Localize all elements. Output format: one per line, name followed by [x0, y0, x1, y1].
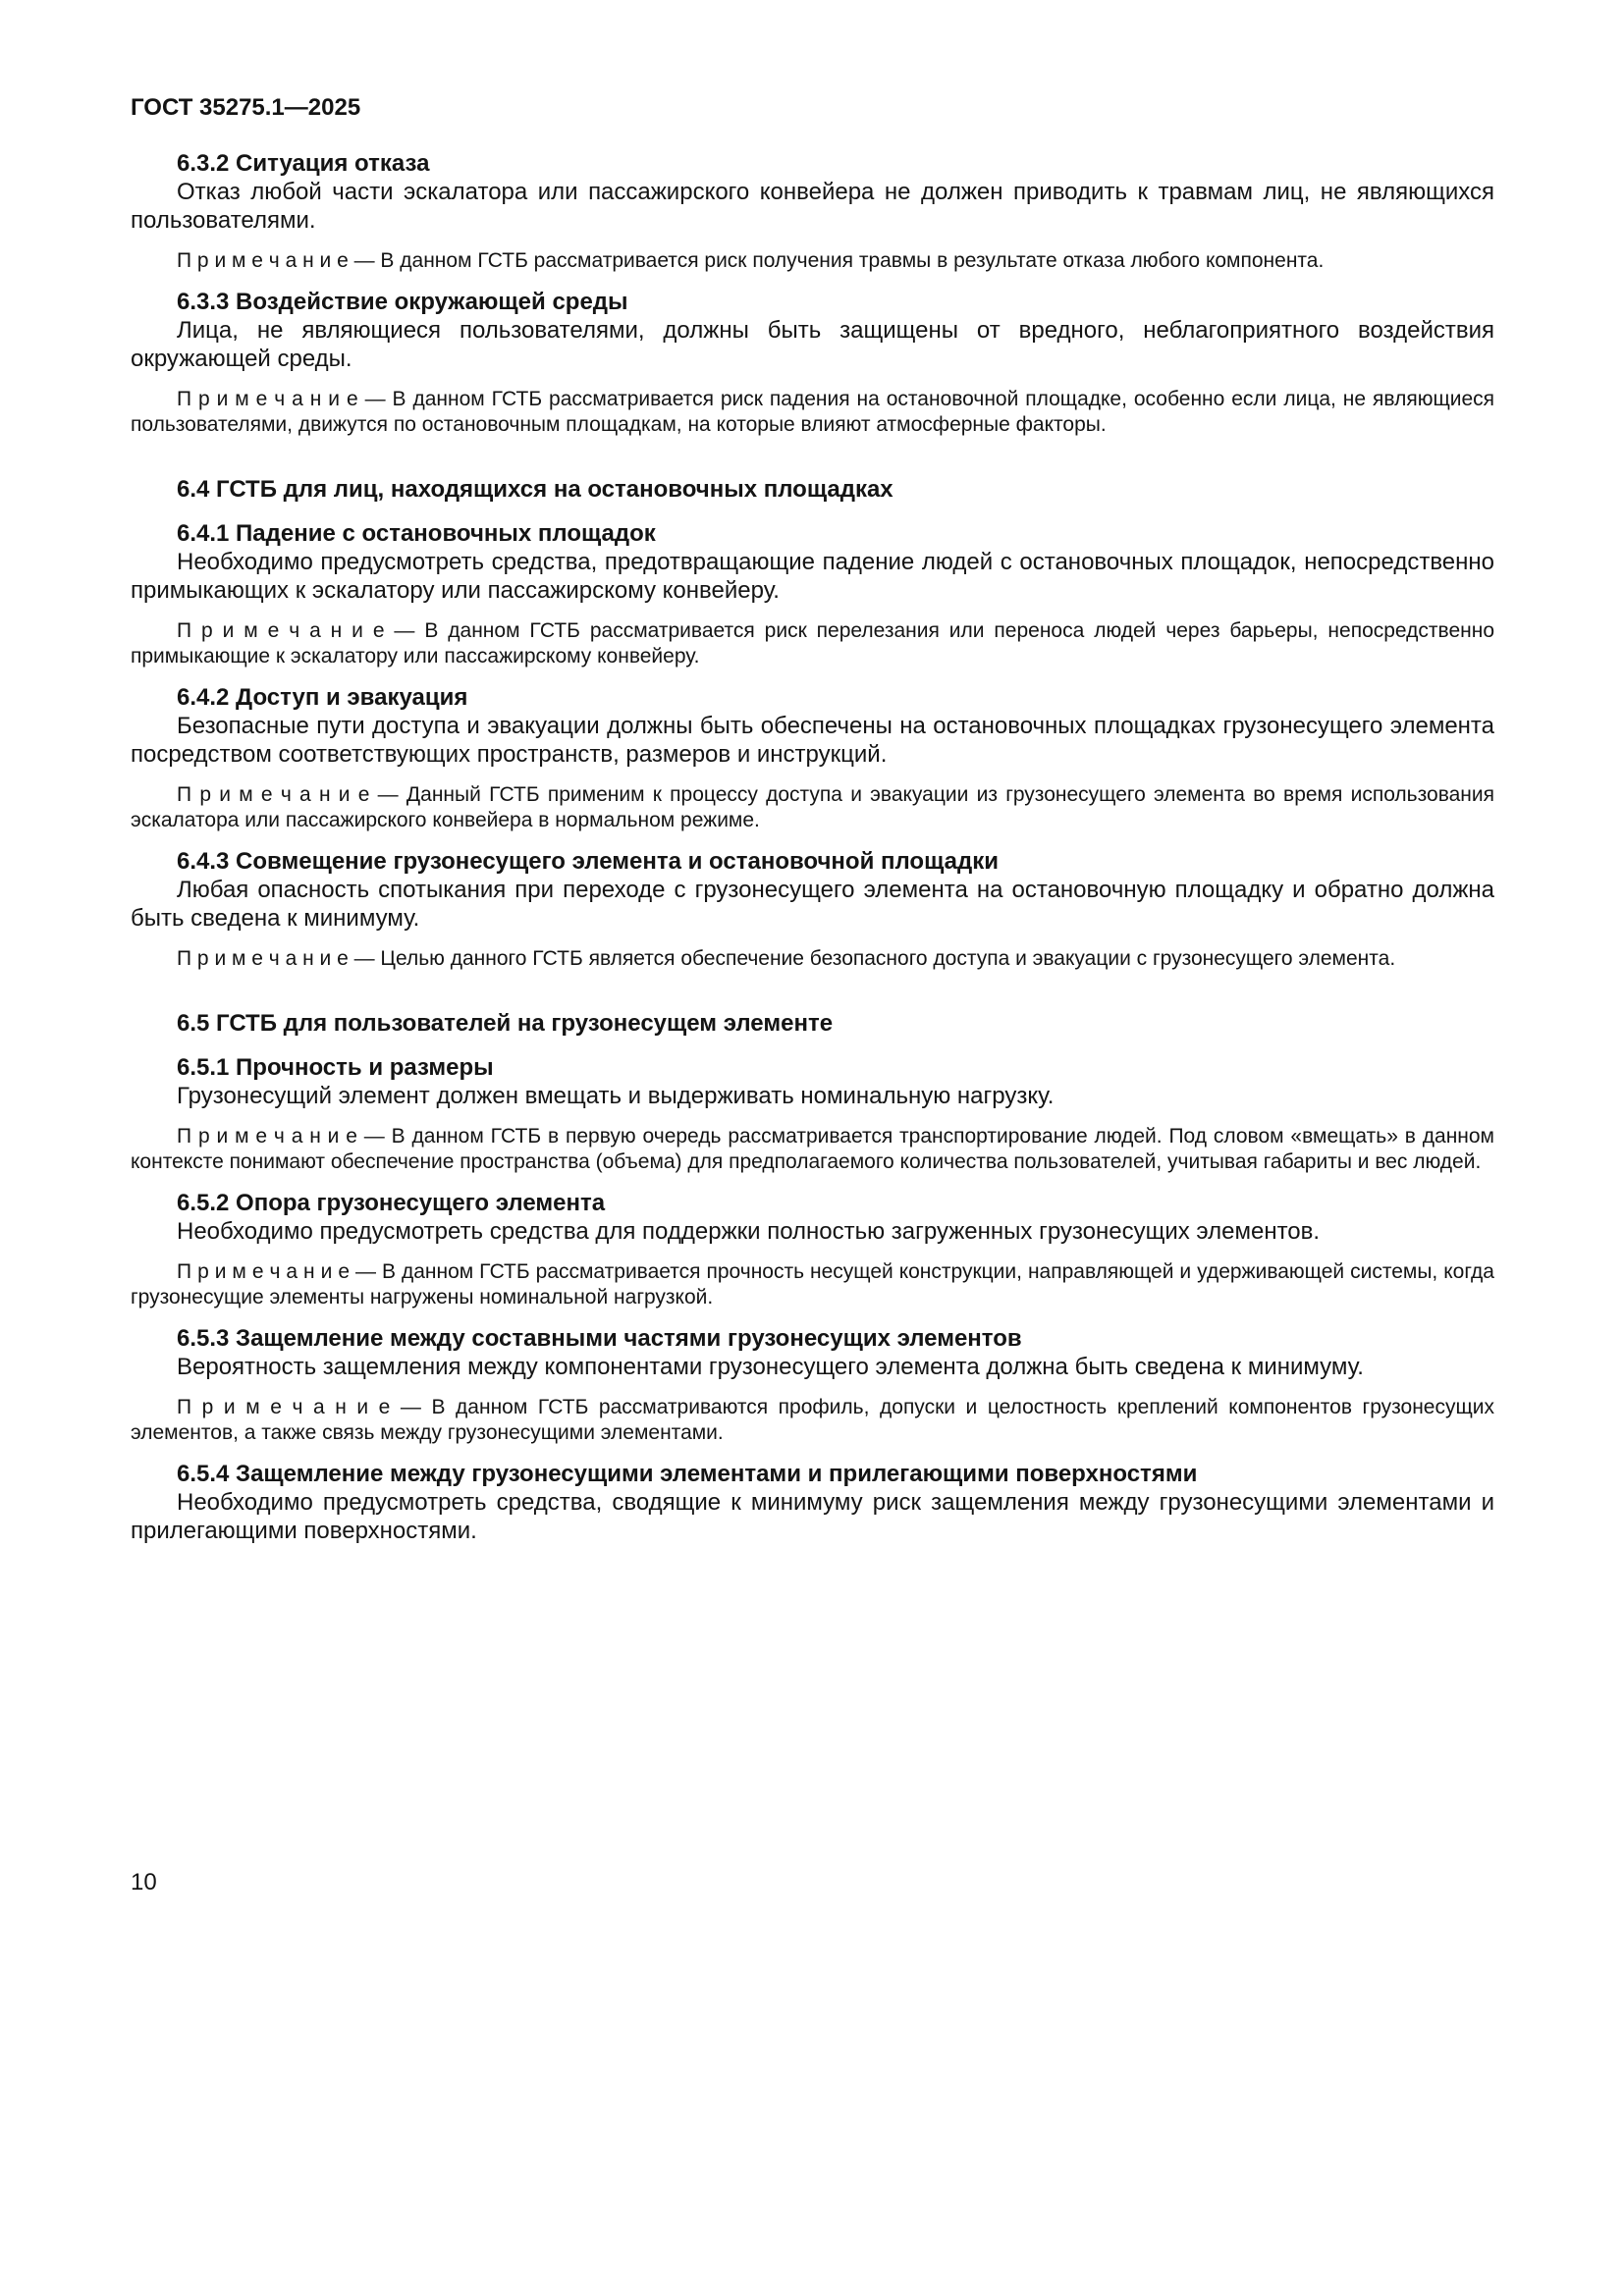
page-number: 10 [131, 1869, 157, 1896]
subsection-heading: 6.5.1 Прочность и размеры [177, 1054, 494, 1081]
subsection-heading: 6.5.3 Защемление между составными частями грузонесущих элементов [177, 1325, 1022, 1352]
note-paragraph: П р и м е ч а н и е — В данном ГСТБ рассматривается прочность несущей конструкции, направляющей и удерживающей системы, когда грузонесущие элементы нагружены номинальной нагрузкой. [131, 1260, 1494, 1308]
paragraph: Любая опасность спотыкания при переходе с грузонесущего элемента на остановочную площадку и обратно должна быть сведена к минимуму. [131, 877, 1494, 932]
paragraph: Грузонесущий элемент должен вмещать и выдерживать номинальную нагрузку. [177, 1083, 1055, 1109]
section-heading: 6.4 ГСТБ для лиц, находящихся на остановочных площадках [177, 476, 893, 503]
paragraph: Необходимо предусмотреть средства, предотвращающие падение людей с остановочных площадок, непосредственно примыкающих к эскалатору или пассажирскому конвейеру. [131, 549, 1494, 604]
note-paragraph: П р и м е ч а н и е — Целью данного ГСТБ является обеспечение безопасного доступа и эвакуации с грузонесущего элемента. [177, 947, 1396, 970]
paragraph: Вероятность защемления между компонентами грузонесущего элемента должна быть сведена к минимуму. [177, 1354, 1364, 1380]
document-body [131, 149, 1494, 1545]
subsection-heading: 6.5.2 Опора грузонесущего элемента [177, 1190, 606, 1216]
paragraph: Безопасные пути доступа и эвакуации должны быть обеспечены на остановочных площадках грузонесущего элемента посредством соответствующих пространств, размеров и инструкций. [131, 713, 1494, 768]
running-header: ГОСТ 35275.1—2025 [131, 94, 361, 121]
paragraph: Необходимо предусмотреть средства, сводящие к минимуму риск защемления между грузонесущими элементами и прилегающими поверхностями. [131, 1489, 1494, 1544]
paragraph: Отказ любой части эскалатора или пассажирского конвейера не должен приводить к травмам лиц, не являющихся пользователями. [131, 179, 1494, 234]
paragraph: Необходимо предусмотреть средства для поддержки полностью загруженных грузонесущих элементов. [177, 1218, 1321, 1245]
note-paragraph: П р и м е ч а н и е — В данном ГСТБ в первую очередь рассматривается транспортирование людей. Под словом «вмещать» в данном контексте понимают обеспечение пространства (объема) для предполагаемого количества пользователей, учитывая габариты и вес людей. [131, 1125, 1494, 1173]
section-heading: 6.5 ГСТБ для пользователей на грузонесущем элементе [177, 1010, 834, 1037]
subsection-heading: 6.4.1 Падение с остановочных площадок [177, 520, 656, 547]
subsection-heading: 6.5.4 Защемление между грузонесущими элементами и прилегающими поверхностями [177, 1461, 1198, 1487]
paragraph: Лица, не являющиеся пользователями, должны быть защищены от вредного, неблагоприятного воздействия окружающей среды. [131, 317, 1494, 372]
note-paragraph: П р и м е ч а н и е — В данном ГСТБ рассматривается риск падения на остановочной площадке, особенно если лица, не являющиеся пользователями, движутся по остановочным площадкам, на которые влияют атмосферные факторы. [131, 388, 1494, 436]
subsection-heading: 6.4.2 Доступ и эвакуация [177, 684, 468, 711]
subsection-heading: 6.3.2 Ситуация отказа [177, 150, 430, 177]
note-paragraph: П р и м е ч а н и е — Данный ГСТБ применим к процессу доступа и эвакуации из грузонесущего элемента во время использования эскалатора или пассажирского конвейера в нормальном режиме. [131, 783, 1494, 831]
subsection-heading: 6.3.3 Воздействие окружающей среды [177, 289, 628, 315]
note-paragraph: П р и м е ч а н и е — В данном ГСТБ рассматриваются профиль, допуски и целостность креплений компонентов грузонесущих элементов, а также связь между грузонесущими элементами. [131, 1396, 1494, 1444]
note-paragraph: П р и м е ч а н и е — В данном ГСТБ рассматривается риск перелезания или переноса людей через барьеры, непосредственно примыкающие к эскалатору или пассажирскому конвейеру. [131, 619, 1494, 667]
note-paragraph: П р и м е ч а н и е — В данном ГСТБ рассматривается риск получения травмы в результате отказа любого компонента. [177, 249, 1325, 272]
subsection-heading: 6.4.3 Совмещение грузонесущего элемента и остановочной площадки [177, 848, 999, 875]
